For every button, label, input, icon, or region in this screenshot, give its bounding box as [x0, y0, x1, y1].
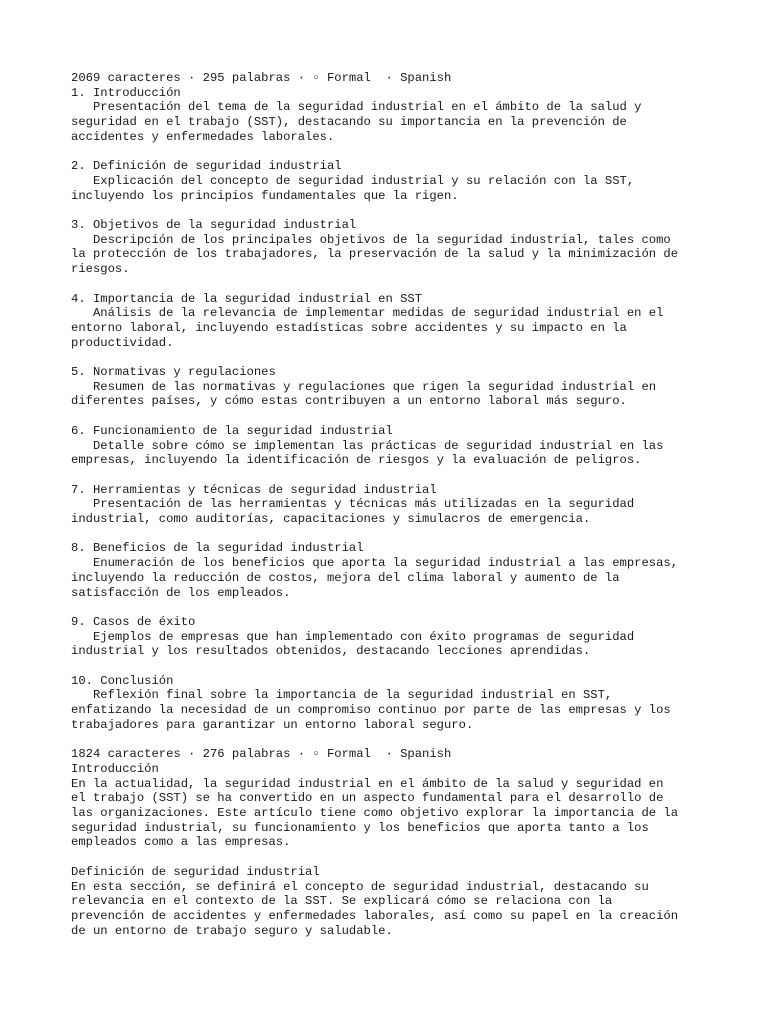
outline-meta: 2069 caracteres · 295 palabras · ▫ Formal · Spanish [71, 71, 452, 85]
section-text: Enumeración de los beneficios que aporta la seguridad industrial a las empresas, [71, 556, 679, 571]
section-text: la protección de los trabajadores, la preservación de la salud y la minimización de [71, 247, 679, 262]
section-text: seguridad industrial, su funcionamiento y los beneficios que aporta tanto a los [71, 820, 649, 835]
section-text: industrial, como auditorías, capacitaciones y simulacros de emergencia. [71, 512, 591, 526]
outline-section-4 [71, 292, 711, 351]
section-text: satisfacción de los empleados. [71, 585, 291, 600]
section-text: accidentes y enfermedades laborales. [71, 129, 335, 144]
section-heading: 3. Objetivos de la seguridad industrial [71, 218, 357, 232]
section-text: incluyendo los principios fundamentales que la rigen. [71, 188, 459, 203]
section-heading: Introducción [71, 761, 159, 776]
section-text: Detalle sobre cómo se implementan las prácticas de seguridad industrial en las [71, 438, 664, 453]
section-text: las organizaciones. Este artículo tiene como objetivo explorar la importancia de la [71, 806, 679, 820]
section-text: Resumen de las normativas y regulaciones que rigen la seguridad industrial en [71, 379, 657, 394]
section-text: industrial y los resultados obtenidos, destacando lecciones aprendidas. [71, 644, 591, 659]
section-text: empleados como a las empresas. [71, 835, 291, 850]
section-heading: 7. Herramientas y técnicas de seguridad industrial [71, 482, 437, 497]
article-section-definicion [71, 865, 711, 939]
section-heading: 1. Introducción [71, 85, 181, 100]
section-text: el trabajo (SST) se ha convertido en un aspecto fundamental para el desarrollo de [71, 791, 664, 806]
section-text: enfatizando la necesidad de un compromiso continuo por parte de las empresas y los [71, 703, 671, 718]
section-heading: 10. Conclusión [71, 673, 174, 688]
section-text: trabajadores para garantizar un entorno laboral seguro. [71, 717, 474, 732]
outline-section-7 [71, 483, 711, 527]
section-text: productividad. [71, 335, 174, 350]
section-heading: 9. Casos de éxito [71, 614, 196, 629]
section-text: seguridad en el trabajo (SST), destacando su importancia en la prevención de [71, 115, 627, 130]
outline-section-2 [71, 159, 711, 203]
section-heading: 6. Funcionamiento de la seguridad industrial [71, 423, 393, 438]
outline-section-9 [71, 615, 711, 659]
section-heading: Definición de seguridad industrial [71, 864, 320, 879]
outline [71, 71, 711, 733]
section-text: Explicación del concepto de seguridad industrial y su relación con la SST, [71, 173, 635, 188]
section-text: Ejemplos de empresas que han implementado con éxito programas de seguridad [71, 629, 635, 644]
section-heading: 8. Beneficios de la seguridad industrial [71, 541, 364, 556]
section-text: En la actualidad, la seguridad industrial en el ámbito de la salud y seguridad en [71, 776, 664, 791]
section-heading: 2. Definición de seguridad industrial [71, 159, 342, 174]
section-text: empresas, incluyendo la identificación de riesgos y la evaluación de peligros. [71, 453, 642, 468]
outline-section-3 [71, 218, 711, 277]
section-text: relevancia en el contexto de la SST. Se explicará cómo se relaciona con la [71, 894, 613, 909]
section-text: de un entorno de trabajo seguro y saludable. [71, 923, 393, 938]
section-heading: 4. Importancia de la seguridad industrial en SST [71, 291, 423, 306]
outline-section-10 [71, 674, 711, 733]
article-section-introduccion [71, 762, 711, 850]
section-text: riesgos. [71, 262, 130, 277]
outline-section-8 [71, 541, 711, 600]
section-text: diferentes países, y cómo estas contribuyen a un entorno laboral más seguro. [71, 394, 627, 409]
outline-section-1 [71, 86, 711, 145]
section-text: prevención de accidentes y enfermedades laborales, así como su papel en la creación [71, 908, 679, 923]
section-text: incluyendo la reducción de costos, mejora del clima laboral y aumento de la [71, 570, 620, 585]
section-text: Presentación del tema de la seguridad industrial en el ámbito de la salud y [71, 100, 642, 115]
outline-section-6 [71, 424, 711, 468]
section-text: Reflexión final sobre la importancia de la seguridad industrial en SST, [71, 688, 613, 703]
article-meta: 1824 caracteres · 276 palabras · ▫ Formal · Spanish [71, 747, 452, 762]
section-text: Presentación de las herramientas y técnicas más utilizadas en la seguridad [71, 497, 635, 512]
document-page [71, 71, 711, 953]
section-text: entorno laboral, incluyendo estadísticas sobre accidentes y su impacto en la [71, 320, 627, 335]
section-text: En esta sección, se definirá el concepto de seguridad industrial, destacando su [71, 879, 649, 894]
section-heading: 5. Normativas y regulaciones [71, 365, 276, 379]
section-text: Análisis de la relevancia de implementar medidas de seguridad industrial en el [71, 306, 664, 321]
outline-section-5 [71, 365, 711, 409]
article [71, 747, 711, 938]
section-text: Descripción de los principales objetivos de la seguridad industrial, tales como [71, 232, 671, 247]
